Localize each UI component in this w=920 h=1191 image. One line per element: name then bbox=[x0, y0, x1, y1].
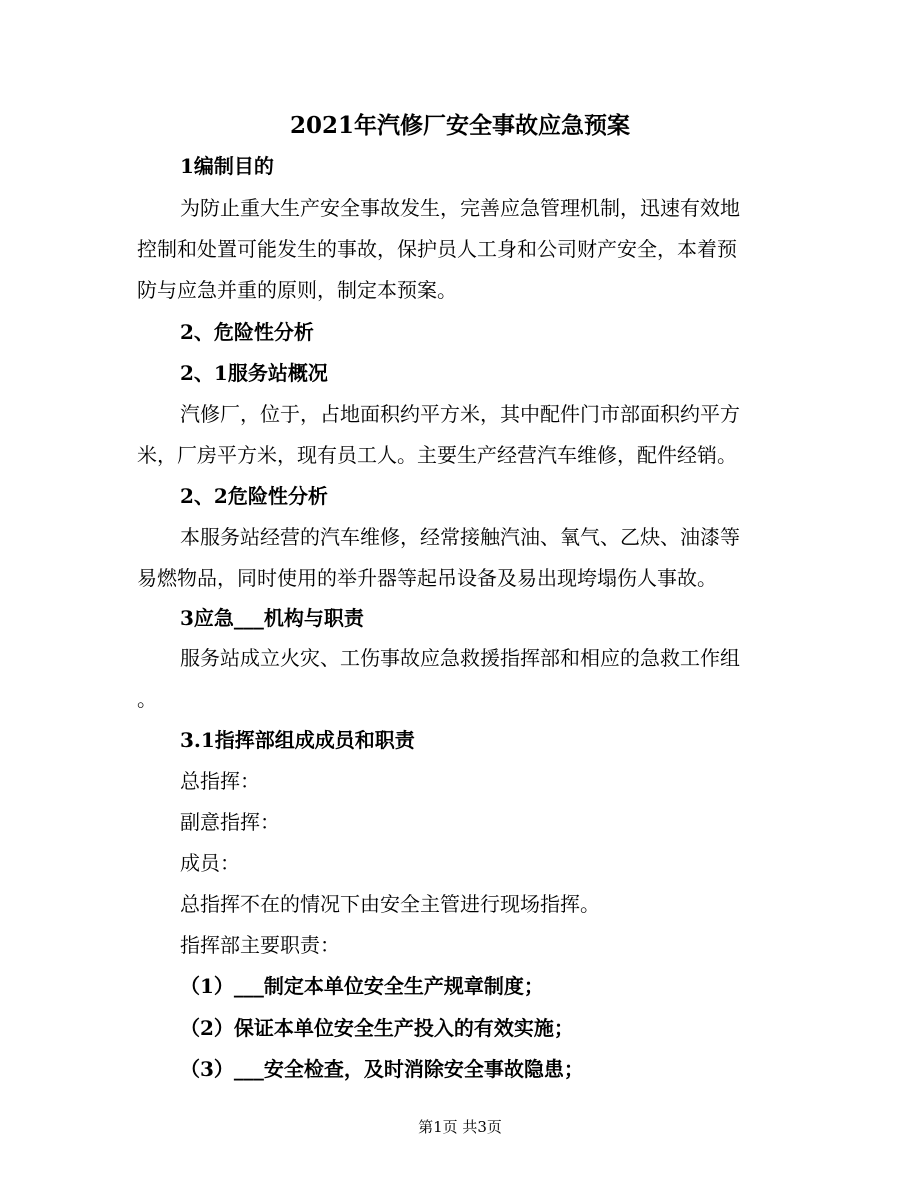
section-2-1-line-2: 米，厂房平方米，现有员工人。主要生产经营汽车维修，配件经销。 bbox=[137, 443, 737, 467]
document-title: 2021年汽修厂安全事故应急预案 bbox=[289, 112, 630, 139]
section-2-1-heading: 2、1服务站概况 bbox=[180, 361, 328, 385]
section-2-2-line-2: 易燃物品，同时使用的举升器等起吊设备及易出现垮塌伤人事故。 bbox=[137, 566, 717, 590]
section-2-2-heading: 2、2危险性分析 bbox=[180, 484, 328, 508]
section-2-2-line-1: 本服务站经营的汽车维修，经常接触汽油、氧气、乙炔、油漆等 bbox=[180, 525, 740, 549]
page-footer: 第1页 共3页 bbox=[418, 1118, 502, 1136]
section-3-paragraph bbox=[137, 638, 777, 720]
commander-note: 总指挥不在的情况下由安全主管进行现场指挥。 bbox=[180, 892, 600, 916]
section-2-heading: 2、危险性分析 bbox=[180, 320, 314, 344]
section-1-heading: 1编制目的 bbox=[180, 154, 274, 178]
section-2-1-line-1: 汽修厂，位于，占地面积约平方米，其中配件门市部面积约平方 bbox=[180, 402, 740, 426]
section-2-2-paragraph bbox=[137, 517, 777, 599]
section-1-paragraph bbox=[137, 188, 777, 311]
section-3-1-heading: 3.1指挥部组成成员和职责 bbox=[180, 728, 415, 752]
section-2-1-paragraph bbox=[137, 394, 777, 476]
duty-item-1: （1）___制定本单位安全生产规章制度； bbox=[180, 974, 544, 998]
section-3-line-1: 服务站成立火灾、工伤事故应急救援指挥部和相应的急救工作组 bbox=[180, 646, 740, 670]
duties-title: 指挥部主要职责： bbox=[180, 933, 340, 957]
section-1-line-2: 控制和处置可能发生的事故，保护员人工身和公司财产安全，本着预 bbox=[137, 237, 737, 261]
role-deputy-commander: 副意指挥： bbox=[180, 810, 280, 834]
section-3-heading: 3应急___机构与职责 bbox=[180, 606, 364, 630]
role-chief-commander: 总指挥： bbox=[180, 769, 260, 793]
duty-item-3: （3）___安全检查，及时消除安全事故隐患； bbox=[180, 1057, 584, 1081]
section-1-line-3: 防与应急并重的原则，制定本预案。 bbox=[137, 278, 457, 302]
section-3-line-2: 。 bbox=[137, 687, 157, 711]
duty-item-2: （2）保证本单位安全生产投入的有效实施； bbox=[180, 1016, 574, 1040]
role-members: 成员： bbox=[180, 851, 240, 875]
section-1-line-1: 为防止重大生产安全事故发生，完善应急管理机制，迅速有效地 bbox=[180, 196, 740, 220]
